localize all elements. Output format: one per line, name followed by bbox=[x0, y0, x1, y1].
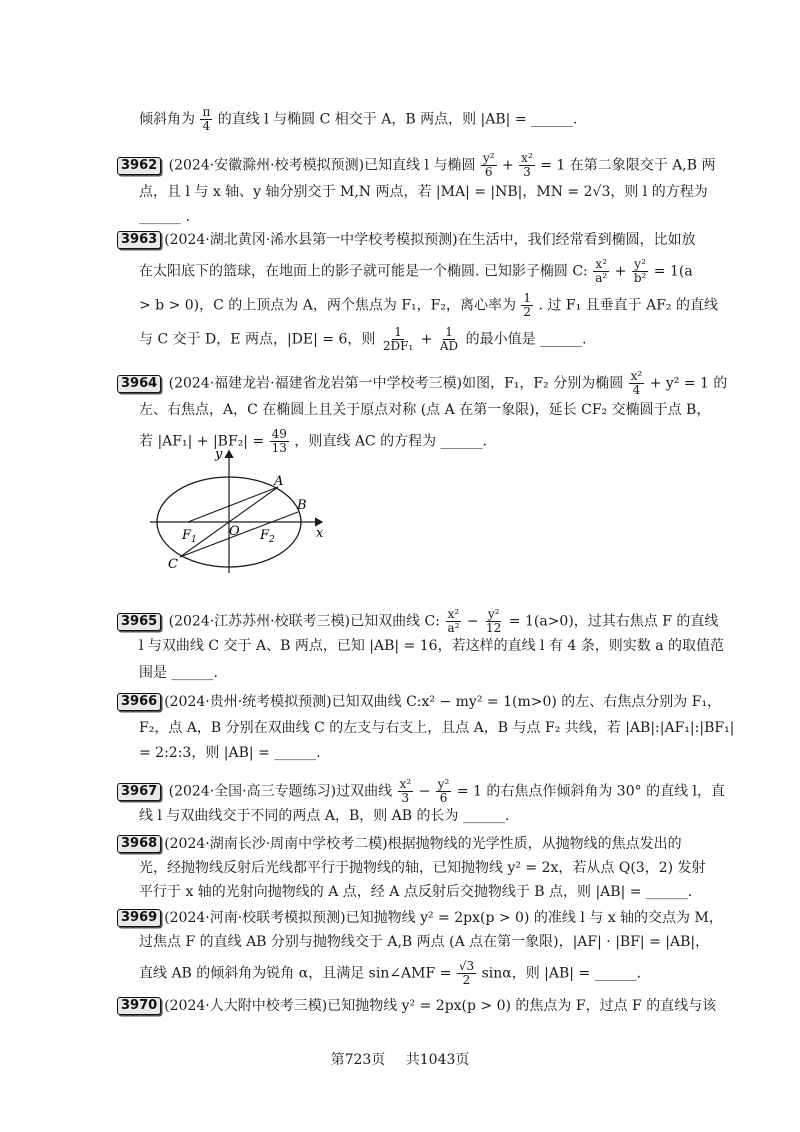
text-line: 过焦点 F 的直线 AB 分别与抛物线交于 A,B 两点 (A 点在第一象限)，|AF| · |BF| = |AB|， bbox=[139, 934, 710, 950]
text-line: 3969 (2024·河南·校联考模拟预测)已知抛物线 y² = 2px(p > 0) 的准线 l 与 x 轴的交点为 M， bbox=[117, 908, 723, 928]
text-line: 直线 AB 的倾斜角为锐角 α，且满足 sin∠AMF = $\frac{√3}{2}$ sinα，则 |AB| = ______. bbox=[139, 959, 642, 987]
problem-number-badge: 3962 bbox=[117, 157, 161, 175]
label-a: A bbox=[274, 474, 284, 489]
segment-af1 bbox=[188, 487, 278, 522]
problem-number-badge: 3964 bbox=[117, 375, 161, 393]
fraction: $\frac{√3}{2}$ bbox=[458, 959, 475, 987]
problem-number-badge: 3966 bbox=[117, 693, 161, 711]
text-line: 3963 (2024·湖北黄冈·浠水县第一中学校考模拟预测)在生活中，我们经常看到椭圆，比如放 bbox=[117, 230, 696, 250]
text-line: 线 l 与双曲线交于不同的两点 A，B，则 AB 的长为 ______. bbox=[139, 808, 510, 824]
text-line: 在太阳底下的篮球，在地面上的影子就可能是一个椭圆. 已知影子椭圆 C: $\frac{\text{x²}}{\text{a²}}$ + $\frac{\text{y²}}{\text{b²}}$ = 1(a bbox=[139, 257, 693, 285]
fraction: $\frac{\text{y²}}{6}$ bbox=[437, 777, 450, 805]
fraction: $\frac{\text{y²}}{6}$ bbox=[482, 151, 495, 179]
text-line: 左、右焦点，A，C 在椭圆上且关于原点对称 (点 A 在第一象限)，延长 CF₂ 交椭圆于点 B， bbox=[139, 402, 711, 418]
text-line: 点，且 l 与 x 轴、y 轴分别交于 M,N 两点，若 |MA| = |NB|，MN = 2√3，则 l 的方程为 bbox=[139, 184, 708, 200]
page-number: 第723页 bbox=[330, 1052, 386, 1068]
problem-number-badge: 3970 bbox=[117, 997, 161, 1015]
text-line: 3970 (2024·人大附中校考三模)已知抛物线 y² = 2px(p > 0) 的焦点为 F，过点 F 的直线与该 bbox=[117, 996, 716, 1016]
text-line: 3962 (2024·安徽滁州·校考模拟预测)已知直线 l 与椭圆 $\frac{\text{y²}}{6}$ + $\frac{\text{x²}}{3}$ = 1 在第二象限交于 A,B 两 bbox=[117, 152, 716, 179]
fraction: $\frac{49}{13}$ bbox=[271, 427, 287, 455]
fraction: $\frac{\text{x²}}{3}$ bbox=[399, 777, 412, 805]
fraction: $\frac{1}{2}$ bbox=[523, 291, 532, 319]
label-y: y bbox=[215, 447, 223, 462]
text-line: 3964 (2024·福建龙岩·福建省龙岩第一中学校考三模)如图，F₁，F₂ 分别为椭圆 $\frac{\text{x²}}{4}$ + y² = 1 的 bbox=[117, 370, 727, 397]
text-line: F₂，点 A，B 分别在双曲线 C 的左支与右支上，且点 A，B 与点 F₂ 共线，若 |AB|:|AF₁|:|BF₁| bbox=[139, 720, 735, 736]
fraction: $\frac{\text{x²}}{\text{a²}}$ bbox=[447, 607, 460, 635]
text-line: 3966 (2024·贵州·统考模拟预测)已知双曲线 C:x² − my² = 1(m>0) 的左、右焦点分别为 F₁， bbox=[117, 692, 721, 712]
fraction: $\frac{\text{x²}}{\text{a²}}$ bbox=[595, 257, 608, 285]
text-line: 与 C 交于 D，E 两点，|DE| = 6，则 $\frac{1}{\text{2DF₁}}$ + $\frac{1}{AD}$ 的最小值是 ______. bbox=[139, 325, 587, 353]
label-f1: $F_1$ bbox=[182, 528, 197, 545]
label-b: B bbox=[297, 498, 307, 513]
fraction: $\frac{\pi}{4}$ bbox=[202, 105, 211, 133]
problem-number-badge: 3967 bbox=[117, 783, 161, 801]
text-line: 3965 (2024·江苏苏州·校联考三模)已知双曲线 C: $\frac{\text{x²}}{\text{a²}}$ − $\frac{\text{y²}}{12}$ = 1(a>0)，过其右焦点 F 的直线 bbox=[117, 608, 718, 635]
text-line: 3967 (2024·全国·高三专题练习)过双曲线 $\frac{\text{x²}}{3}$ − $\frac{\text{y²}}{6}$ = 1 的右焦点作倾斜角为 30° 的直线 l，直 bbox=[117, 778, 725, 805]
fraction: $\frac{\text{y²}}{\text{b²}}$ bbox=[633, 257, 647, 285]
text-line: 3968 (2024·湖南长沙·周南中学校考二模)根据抛物线的光学性质，从抛物线的焦点发出的 bbox=[117, 834, 682, 854]
label-x: x bbox=[316, 526, 324, 541]
page-total: 共1043页 bbox=[405, 1052, 470, 1068]
problem-number-badge: 3968 bbox=[117, 835, 161, 853]
label-c: C bbox=[168, 557, 178, 572]
fraction: $\frac{\text{y²}}{12}$ bbox=[486, 607, 502, 635]
fraction: $\frac{\text{x²}}{4}$ bbox=[630, 369, 643, 397]
text-line: > b > 0)，C 的上顶点为 A，两个焦点为 F₁，F₂，离心率为 $\frac{1}{2}$ . 过 F₁ 且垂直于 AF₂ 的直线 bbox=[139, 291, 718, 319]
page-footer bbox=[0, 1050, 800, 1070]
ellipse-figure bbox=[140, 445, 340, 580]
text-line: 平行于 x 轴的光射向抛物线的 A 点，经 A 点反射后交抛物线于 B 点，则 |AB| = ______. bbox=[139, 884, 693, 900]
fraction: $\frac{1}{\text{2DF₁}}$ bbox=[382, 325, 414, 353]
problem-number-badge: 3969 bbox=[117, 909, 161, 927]
text-line: 围是 ______. bbox=[139, 665, 218, 681]
problem-number-badge: 3965 bbox=[117, 613, 161, 631]
problem-number-badge: 3963 bbox=[117, 231, 161, 249]
label-f2: $F_2$ bbox=[260, 528, 275, 545]
text-line: 光，经抛物线反射后光线都平行于抛物线的轴，已知抛物线 y² = 2x，若从点 Q(3，2) 发射 bbox=[139, 860, 706, 876]
text-line: 倾斜角为 $\frac{\pi}{4}$ 的直线 l 与椭圆 C 相交于 A，B 两点，则 |AB| = ______. bbox=[139, 105, 578, 133]
fraction: $\frac{1}{AD}$ bbox=[439, 325, 459, 353]
label-o: O bbox=[229, 524, 240, 539]
text-line: l 与双曲线 C 交于 A、B 两点，已知 |AB| = 16，若这样的直线 l 有 4 条，则实数 a 的取值范 bbox=[139, 638, 724, 654]
text-line: 若 |AF₁| + |BF₂| = $\frac{49}{13}$ ，则直线 AC 的方程为 ______. bbox=[139, 427, 487, 455]
fraction: $\frac{\text{x²}}{3}$ bbox=[521, 151, 533, 179]
text-line: ______ . bbox=[139, 209, 190, 225]
text-line: = 2:2:3，则 |AB| = ______. bbox=[139, 745, 321, 761]
